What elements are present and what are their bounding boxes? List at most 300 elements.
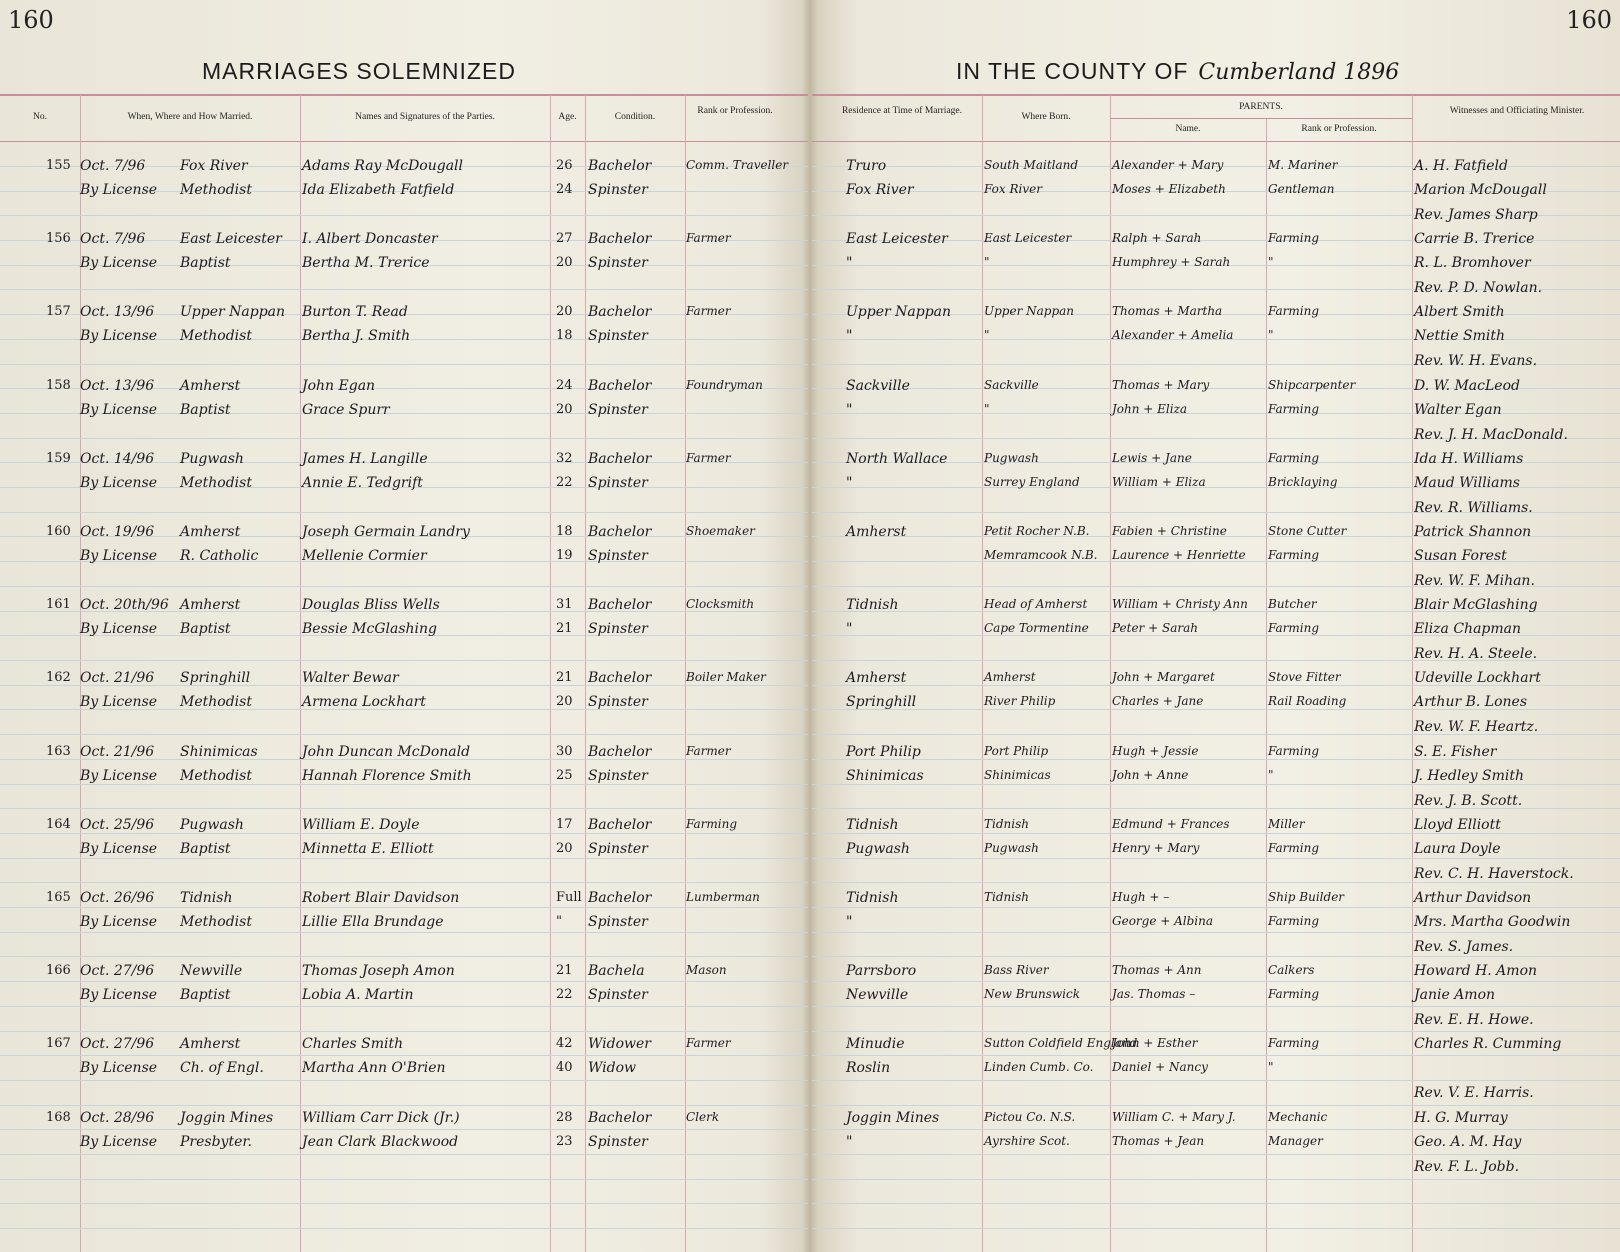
marriage-date: Oct. 26/96: [80, 890, 155, 906]
denomination: Baptist: [180, 621, 231, 638]
marriage-license: By License: [80, 840, 158, 857]
marriage-place: East Leicester: [180, 231, 282, 248]
groom-parents: Ralph + Sarah: [1112, 231, 1202, 246]
marriage-date: Oct. 20th/96: [80, 597, 169, 614]
officiating-minister: Rev. J. B. Scott.: [1414, 792, 1523, 809]
bride-residence: ": [846, 255, 853, 272]
marriage-place: Tidnish: [180, 890, 233, 906]
groom-parents: Thomas + Martha: [1112, 304, 1223, 319]
marriage-date: Oct. 13/96: [80, 377, 155, 394]
groom-name: John Duncan McDonald: [302, 743, 471, 760]
header-born: Where Born.: [1021, 112, 1071, 122]
witness-1: Charles R. Cumming: [1414, 1036, 1562, 1053]
groom-parent-profession: Farming: [1268, 1036, 1320, 1051]
groom-birthplace: Tidnish: [984, 816, 1029, 831]
ruled-line: [812, 1080, 1620, 1081]
column-divider: [300, 95, 301, 1252]
groom-residence: Sackville: [846, 377, 910, 394]
groom-parent-profession: Stove Fitter: [1268, 670, 1341, 685]
column-divider: [550, 95, 551, 1252]
groom-condition: Bachelor: [588, 450, 652, 467]
bride-parents: John + Eliza: [1112, 401, 1188, 416]
bride-condition: Spinster: [588, 694, 648, 711]
groom-name: William E. Doyle: [302, 816, 420, 833]
bride-birthplace: ": [984, 401, 990, 416]
denomination: Methodist: [180, 694, 252, 711]
bride-condition: Spinster: [588, 987, 648, 1004]
bride-parents: Humphrey + Sarah: [1112, 255, 1231, 270]
groom-parents: Thomas + Mary: [1112, 377, 1210, 392]
bride-condition: Spinster: [588, 328, 648, 345]
header-condition: Condition.: [614, 112, 656, 122]
witness-1: D. W. MacLeod: [1414, 377, 1520, 394]
bride-name: Bertha J. Smith: [302, 328, 411, 345]
marriage-date: Oct. 7/96: [80, 158, 146, 174]
ruled-line: [0, 1105, 808, 1106]
marriage-license: By License: [80, 548, 158, 564]
bride-condition: Spinster: [588, 621, 648, 638]
bride-condition: Spinster: [588, 840, 648, 857]
groom-condition: Bachelor: [588, 377, 652, 394]
denomination: R. Catholic: [180, 548, 259, 564]
witness-2: R. L. Bromhover: [1414, 255, 1531, 272]
bride-age: 24: [556, 182, 573, 197]
bride-birthplace: Fox River: [984, 182, 1042, 196]
groom-parents: Hugh + Jessie: [1112, 743, 1199, 758]
marriage-license: By License: [80, 255, 158, 272]
county-heading: IN THE COUNTY OF: [956, 58, 1189, 84]
denomination: Baptist: [180, 401, 231, 418]
officiating-minister: Rev. W. F. Heartz.: [1414, 719, 1539, 736]
officiating-minister: Rev. J. H. MacDonald.: [1414, 426, 1568, 443]
bride-birthplace: River Philip: [984, 694, 1056, 709]
witness-1: Howard H. Amon: [1414, 963, 1538, 980]
groom-age: 24: [556, 377, 573, 393]
groom-condition: Bachelor: [588, 1109, 652, 1126]
groom-residence: East Leicester: [846, 231, 948, 248]
marriage-place: Springhill: [180, 670, 251, 687]
groom-parents: William + Christy Ann: [1112, 597, 1248, 612]
marriage-place: Amherst: [180, 524, 241, 540]
officiating-minister: Rev. W. H. Evans.: [1414, 353, 1538, 370]
bride-age: ": [556, 914, 562, 929]
header-residence: Residence at Time of Marriage.: [841, 106, 963, 116]
groom-condition: Bachelor: [588, 158, 652, 174]
bride-name: Minnetta E. Elliott: [302, 840, 434, 857]
bride-age: 20: [556, 255, 573, 271]
marriage-date: Oct. 14/96: [80, 450, 155, 467]
marriage-license: By License: [80, 182, 158, 198]
marriage-date: Oct. 7/96: [80, 231, 146, 248]
denomination: Ch. of Engl.: [180, 1060, 264, 1077]
groom-profession: Farming: [686, 816, 738, 831]
marriage-date: Oct. 21/96: [80, 670, 155, 687]
officiating-minister: Rev. P. D. Nowlan.: [1414, 280, 1543, 297]
officiating-minister: Rev. C. H. Haverstock.: [1414, 865, 1574, 882]
bride-age: 22: [556, 474, 573, 490]
bride-parents: Henry + Mary: [1112, 840, 1200, 855]
groom-parent-profession: Farming: [1268, 743, 1320, 758]
marriage-license: By License: [80, 621, 158, 638]
groom-birthplace: Amherst: [984, 670, 1036, 685]
bride-parent-profession: Bricklaying: [1268, 474, 1338, 489]
witness-2: Susan Forest: [1414, 548, 1507, 564]
groom-profession: Farmer: [686, 743, 731, 758]
groom-residence: Joggin Mines: [846, 1109, 940, 1126]
ruled-line: [812, 833, 1620, 834]
groom-age: 42: [556, 1036, 573, 1052]
header-witnesses: Witnesses and Officiating Minister.: [1449, 106, 1585, 116]
bride-birthplace: ": [984, 328, 990, 343]
bride-name: Jean Clark Blackwood: [302, 1133, 459, 1150]
header-parents: PARENTS.: [1239, 102, 1283, 112]
bride-name: Martha Ann O'Brien: [302, 1060, 446, 1077]
marriage-date: Oct. 19/96: [80, 524, 155, 540]
ruled-line: [0, 1031, 808, 1032]
bride-parents: William + Eliza: [1112, 474, 1206, 489]
witness-1: Lloyd Elliott: [1414, 816, 1501, 833]
entry-number: 158: [46, 377, 71, 393]
groom-profession: Foundryman: [686, 377, 763, 392]
bride-age: 40: [556, 1060, 573, 1076]
bride-residence: ": [846, 1133, 853, 1150]
bride-age: 22: [556, 987, 573, 1003]
groom-age: 27: [556, 231, 573, 247]
bride-birthplace: ": [984, 255, 990, 270]
county-name: Cumberland 1896: [1198, 60, 1400, 85]
bride-name: Lillie Ella Brundage: [302, 914, 444, 930]
entry-number: 156: [46, 231, 71, 247]
officiating-minister: Rev. James Sharp: [1414, 207, 1538, 223]
left-page-title: MARRIAGES SOLEMNIZED: [202, 58, 516, 84]
witness-1: Ida H. Williams: [1414, 450, 1524, 467]
groom-birthplace: Pugwash: [984, 450, 1039, 465]
ruled-line: [812, 907, 1620, 908]
groom-age: 21: [556, 670, 573, 686]
entry-number: 162: [46, 670, 71, 686]
marriage-place: Fox River: [180, 158, 248, 174]
witness-2: Nettie Smith: [1414, 328, 1505, 345]
bride-parents: John + Anne: [1112, 767, 1189, 782]
denomination: Baptist: [180, 987, 231, 1004]
bride-condition: Spinster: [588, 1133, 648, 1150]
header-rule: [0, 141, 808, 142]
ruled-line: [812, 882, 1620, 883]
ruled-line: [812, 1129, 1620, 1130]
groom-birthplace: Head of Amherst: [984, 597, 1088, 612]
column-divider: [1110, 95, 1111, 1252]
groom-birthplace: Bass River: [984, 963, 1049, 978]
groom-parent-profession: Miller: [1268, 816, 1305, 831]
marriage-license: By License: [80, 914, 158, 930]
groom-profession: Farmer: [686, 450, 731, 465]
witness-2: J. Hedley Smith: [1414, 767, 1524, 784]
groom-residence: Upper Nappan: [846, 304, 952, 321]
groom-residence: Minudie: [846, 1036, 905, 1053]
bride-name: Ida Elizabeth Fatfield: [302, 182, 455, 198]
denomination: Methodist: [180, 914, 252, 930]
groom-age: Full: [556, 890, 582, 905]
entry-number: 159: [46, 450, 71, 466]
marriage-date: Oct. 13/96: [80, 304, 155, 321]
bride-parents: Laurence + Henriette: [1112, 548, 1246, 562]
left-page: [0, 0, 808, 1252]
parents-rule: [1110, 118, 1412, 119]
witness-1: Carrie B. Trerice: [1414, 231, 1535, 248]
ruled-line: [812, 981, 1620, 982]
groom-parent-profession: Farming: [1268, 450, 1320, 465]
bride-parent-profession: Farming: [1268, 987, 1320, 1002]
bride-residence: Shinimicas: [846, 767, 924, 784]
bride-name: Grace Spurr: [302, 401, 390, 418]
witness-1: Patrick Shannon: [1414, 524, 1532, 540]
officiating-minister: Rev. S. James.: [1414, 939, 1514, 955]
bride-parents: Alexander + Amelia: [1112, 328, 1234, 343]
bride-name: Bessie McGlashing: [302, 621, 437, 638]
bride-condition: Spinster: [588, 767, 648, 784]
groom-residence: Amherst: [846, 524, 907, 540]
groom-profession: Boiler Maker: [686, 670, 766, 685]
groom-name: James H. Langille: [302, 450, 428, 467]
marriage-place: Amherst: [180, 1036, 241, 1053]
ruled-line: [812, 956, 1620, 957]
bride-parents: Daniel + Nancy: [1112, 1060, 1208, 1075]
groom-name: I. Albert Doncaster: [302, 231, 438, 248]
groom-parents: Thomas + Ann: [1112, 963, 1202, 978]
groom-condition: Widower: [588, 1036, 651, 1053]
bride-name: Hannah Florence Smith: [302, 767, 472, 784]
bride-name: Annie E. Tedgrift: [302, 474, 423, 491]
witness-2: Maud Williams: [1414, 474, 1520, 491]
groom-profession: Farmer: [686, 304, 731, 319]
groom-condition: Bachelor: [588, 743, 652, 760]
bride-residence: Newville: [846, 987, 909, 1004]
ruled-line: [812, 1031, 1620, 1032]
entry-number: 155: [46, 158, 71, 173]
bride-parents: Charles + Jane: [1112, 694, 1204, 709]
ruled-line: [0, 734, 808, 735]
ruled-line: [0, 215, 808, 216]
bride-parent-profession: Farming: [1268, 548, 1320, 562]
marriage-place: Amherst: [180, 597, 241, 614]
groom-profession: Farmer: [686, 231, 731, 246]
marriage-date: Oct. 28/96: [80, 1109, 155, 1126]
groom-name: William Carr Dick (Jr.): [302, 1109, 460, 1126]
marriage-place: Pugwash: [180, 816, 244, 833]
column-divider: [982, 95, 983, 1252]
ruled-line: [0, 289, 808, 290]
ruled-line: [0, 1154, 808, 1155]
groom-birthplace: Port Philip: [984, 743, 1049, 758]
bride-condition: Spinster: [588, 548, 648, 564]
officiating-minister: Rev. E. H. Howe.: [1414, 1012, 1534, 1029]
header-names: Names and Signatures of the Parties.: [355, 112, 495, 122]
groom-birthplace: Sutton Coldfield England: [984, 1036, 1138, 1051]
bride-age: 21: [556, 621, 573, 637]
entry-number: 165: [46, 890, 71, 905]
marriage-license: By License: [80, 1060, 158, 1077]
witness-2: Laura Doyle: [1414, 840, 1501, 857]
bride-parent-profession: ": [1268, 767, 1274, 782]
bride-birthplace: Linden Cumb. Co.: [984, 1060, 1094, 1075]
entry-number: 164: [46, 816, 71, 832]
groom-parent-profession: Farming: [1268, 231, 1320, 246]
marriage-place: Upper Nappan: [180, 304, 286, 321]
ruled-line: [812, 784, 1620, 785]
bride-residence: ": [846, 474, 853, 491]
marriage-date: Oct. 27/96: [80, 1036, 155, 1053]
witness-1: Albert Smith: [1414, 304, 1505, 321]
bride-parent-profession: ": [1268, 328, 1274, 343]
ruled-line: [0, 1080, 808, 1081]
ruled-line: [0, 1179, 808, 1180]
ruled-line: [0, 932, 808, 933]
groom-profession: Lumberman: [686, 890, 760, 904]
bride-parent-profession: Gentleman: [1268, 182, 1335, 196]
bride-condition: Spinster: [588, 474, 648, 491]
entry-number: 157: [46, 304, 71, 320]
marriage-place: Pugwash: [180, 450, 244, 467]
groom-condition: Bachelor: [588, 816, 652, 833]
bride-residence: ": [846, 914, 853, 930]
bride-parents: Peter + Sarah: [1112, 621, 1198, 636]
ruled-line: [812, 932, 1620, 933]
groom-name: Burton T. Read: [302, 304, 408, 321]
groom-age: 32: [556, 450, 573, 466]
groom-condition: Bachelor: [588, 304, 652, 321]
ruled-line: [0, 1006, 808, 1007]
top-rule: [0, 94, 808, 96]
ruled-line: [0, 586, 808, 587]
denomination: Methodist: [180, 767, 252, 784]
denomination: Methodist: [180, 182, 252, 198]
witness-2: Eliza Chapman: [1414, 621, 1522, 638]
marriage-date: Oct. 21/96: [80, 743, 155, 760]
groom-age: 21: [556, 963, 573, 979]
groom-birthplace: Sackville: [984, 377, 1039, 392]
marriage-license: By License: [80, 1133, 158, 1150]
ruled-line: [0, 907, 808, 908]
witness-1: H. G. Murray: [1414, 1109, 1508, 1126]
groom-birthplace: Tidnish: [984, 890, 1029, 904]
header-parent-rank: Rank or Profession.: [1301, 124, 1377, 134]
bride-condition: Widow: [588, 1060, 636, 1077]
bride-birthplace: Memramcook N.B.: [984, 548, 1098, 562]
groom-condition: Bachela: [588, 963, 645, 980]
ruled-line: [0, 438, 808, 439]
ruled-line: [0, 1129, 808, 1130]
groom-parents: Hugh + –: [1112, 890, 1170, 904]
bride-birthplace: New Brunswick: [984, 987, 1080, 1002]
marriage-license: By License: [80, 401, 158, 418]
groom-age: 28: [556, 1109, 573, 1125]
header-parent-name: Name.: [1175, 124, 1201, 134]
marriage-place: Shinimicas: [180, 743, 258, 760]
bride-parent-profession: ": [1268, 1060, 1274, 1075]
bride-birthplace: Pugwash: [984, 840, 1039, 855]
groom-parents: John + Margaret: [1112, 670, 1215, 685]
groom-residence: Parrsboro: [846, 963, 917, 980]
ruled-line: [0, 1055, 808, 1056]
groom-age: 20: [556, 304, 573, 320]
groom-parents: Lewis + Jane: [1112, 450, 1192, 465]
groom-name: Douglas Bliss Wells: [302, 597, 440, 614]
header-no: No.: [33, 112, 47, 122]
groom-parent-profession: Ship Builder: [1268, 890, 1345, 904]
ruled-line: [812, 759, 1620, 760]
bride-residence: Pugwash: [846, 840, 910, 857]
groom-age: 17: [556, 816, 573, 832]
groom-profession: Clocksmith: [686, 597, 755, 612]
denomination: Methodist: [180, 328, 252, 345]
bride-parent-profession: Farming: [1268, 914, 1320, 928]
bride-parents: Thomas + Jean: [1112, 1133, 1205, 1148]
bride-birthplace: Shinimicas: [984, 767, 1051, 782]
marriage-license: By License: [80, 767, 158, 784]
witness-1: Udeville Lockhart: [1414, 670, 1541, 687]
officiating-minister: Rev. H. A. Steele.: [1414, 646, 1538, 663]
bride-residence: Fox River: [846, 182, 914, 198]
groom-parent-profession: Butcher: [1268, 597, 1317, 612]
bride-birthplace: Ayrshire Scot.: [984, 1133, 1070, 1148]
bride-age: 20: [556, 694, 573, 710]
ruled-line: [812, 1154, 1620, 1155]
ruled-line: [0, 1203, 808, 1204]
ruled-line: [812, 1006, 1620, 1007]
header-rule: [812, 141, 1620, 142]
ruled-line: [812, 858, 1620, 859]
groom-age: 26: [556, 158, 573, 173]
bride-age: 18: [556, 328, 573, 344]
officiating-minister: Rev. V. E. Harris.: [1414, 1085, 1534, 1102]
officiating-minister: Rev. F. L. Jobb.: [1414, 1158, 1520, 1175]
right-page: [812, 0, 1620, 1252]
bride-age: 25: [556, 767, 573, 783]
marriage-date: Oct. 25/96: [80, 816, 155, 833]
bride-parent-profession: Farming: [1268, 401, 1320, 416]
witness-1: A. H. Fatfield: [1414, 158, 1508, 174]
witness-2: Walter Egan: [1414, 401, 1502, 418]
groom-age: 31: [556, 597, 573, 613]
bride-condition: Spinster: [588, 401, 648, 418]
marriage-place: Amherst: [180, 377, 241, 394]
witness-2: Geo. A. M. Hay: [1414, 1133, 1522, 1150]
groom-birthplace: Pictou Co. N.S.: [984, 1109, 1076, 1124]
ruled-line: [0, 981, 808, 982]
bride-residence: ": [846, 401, 853, 418]
ruled-line: [0, 882, 808, 883]
groom-name: Adams Ray McDougall: [302, 158, 464, 174]
left-page-number: 160: [8, 6, 54, 34]
bride-residence: Springhill: [846, 694, 917, 711]
right-page-number: 160: [1566, 6, 1612, 34]
entry-number: 160: [46, 524, 71, 539]
witness-2: Arthur B. Lones: [1414, 694, 1528, 711]
bride-name: Bertha M. Trerice: [302, 255, 430, 272]
ruled-line: [0, 784, 808, 785]
header-when: When, Where and How Married.: [127, 112, 253, 122]
top-rule: [812, 94, 1620, 96]
entry-number: 166: [46, 963, 71, 979]
entry-number: 167: [46, 1036, 71, 1052]
ruled-line: [812, 1179, 1620, 1180]
marriage-license: By License: [80, 328, 158, 345]
groom-name: Joseph Germain Landry: [302, 524, 470, 540]
groom-name: Walter Bewar: [302, 670, 399, 687]
bride-age: 19: [556, 548, 573, 563]
groom-birthplace: East Leicester: [984, 231, 1072, 246]
groom-name: Robert Blair Davidson: [302, 890, 460, 906]
